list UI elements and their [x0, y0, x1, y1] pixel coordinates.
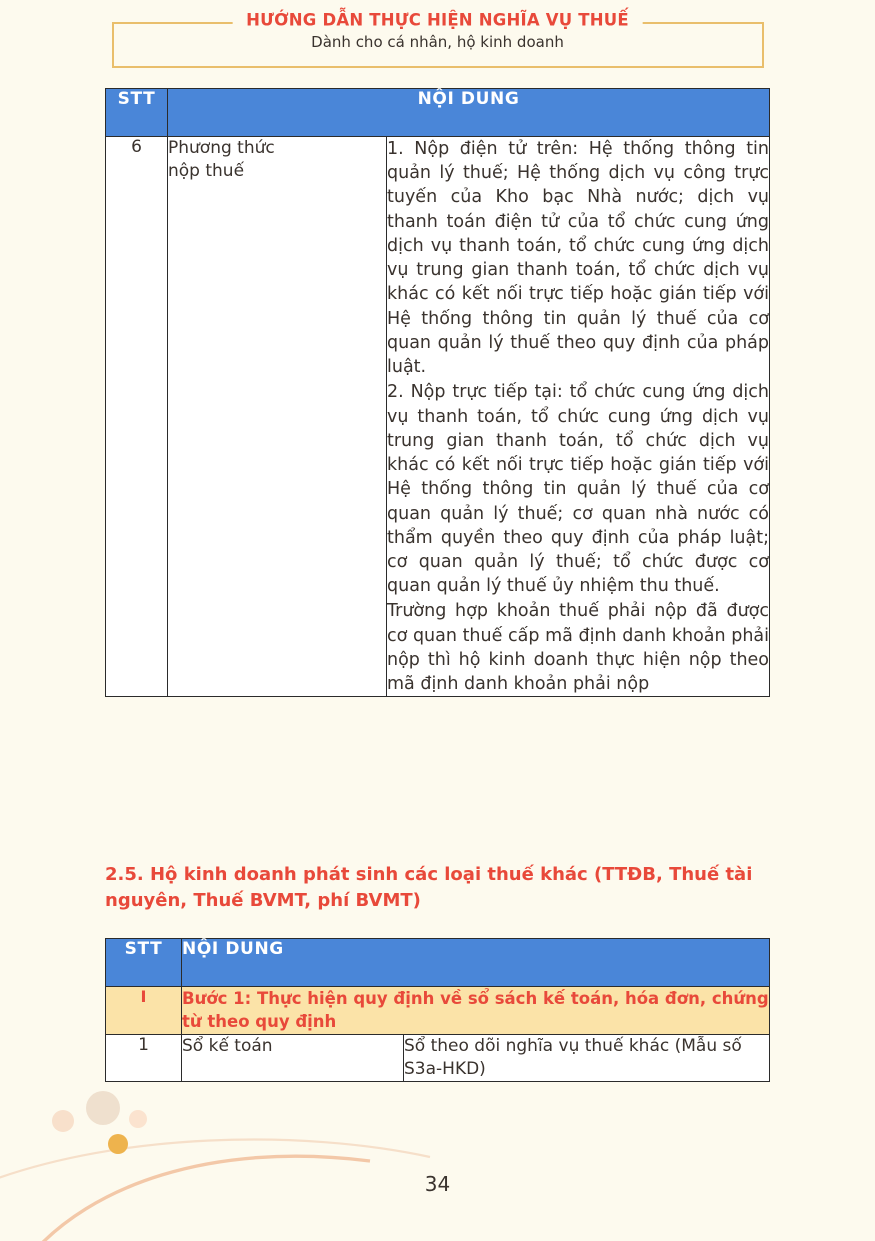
column-header-stt: STT	[106, 939, 182, 987]
content-paragraph-1: 1. Nộp điện tử trên: Hệ thống thông tin quản lý thuế; Hệ thống dịch vụ công trực tuyến của Kho bạc Nhà nước; dịch vụ thanh toán điện tử của tổ chức cung ứng dịch vụ thanh toán, tổ chức cung ứng dịch vụ trung gian thanh toán, tổ chức dịch vụ khác có kết nối trực tiếp hoặc gián tiếp với Hệ thống thông tin quản lý thuế của cơ quan quản lý thuế theo quy định của pháp luật.	[387, 139, 770, 378]
row-label-line2: nộp thuế	[168, 160, 245, 181]
row-label: Sổ kế toán	[182, 1034, 404, 1081]
step-text: Bước 1: Thực hiện quy định về sổ sách kế toán, hóa đơn, chứng từ theo quy định	[182, 987, 770, 1035]
page-subtitle: Dành cho cá nhân, hộ kinh doanh	[311, 33, 564, 51]
decor-dot-accent	[108, 1134, 128, 1154]
table-row	[106, 1034, 770, 1081]
decor-curve-bold	[30, 1156, 370, 1241]
decor-dot-small	[129, 1110, 147, 1128]
decor-dot-large	[86, 1091, 120, 1125]
row-stt: 6	[106, 137, 168, 697]
row-content: Sổ theo dõi nghĩa vụ thuế khác (Mẫu số S3a-HKD)	[404, 1034, 770, 1081]
content-paragraph-3: Trường hợp khoản thuế phải nộp đã được cơ quan thuế cấp mã định danh khoản phải nộp thì hộ kinh doanh thực hiện nộp theo mã định danh khoản phải nộp	[387, 601, 770, 695]
column-header-noidung: NỘI DUNG	[182, 939, 770, 987]
table-header-row	[106, 89, 770, 137]
table-other-taxes	[105, 938, 770, 1082]
table-row-step	[106, 987, 770, 1035]
table-payment-method	[105, 88, 770, 697]
decorative-corner-graphic	[0, 1081, 520, 1241]
row-label-line1: Phương thức	[168, 138, 275, 158]
section-heading: 2.5. Hộ kinh doanh phát sinh các loại thuế khác (TTĐB, Thuế tài nguyên, Thuế BVMT, phí BVMT)	[105, 864, 753, 911]
page-title: HƯỚNG DẪN THỰC HIỆN NGHĨA VỤ THUẾ	[232, 11, 643, 30]
content-paragraph-2: 2. Nộp trực tiếp tại: tổ chức cung ứng dịch vụ thanh toán, tổ chức cung ứng dịch vụ trung gian thanh toán, tổ chức dịch vụ khác có kết nối trực tiếp hoặc gián tiếp với Hệ thống thông tin quản lý thuế của cơ quan quản lý thuế; cơ quan nhà nước có thẩm quyền theo quy định của pháp luật; cơ quan quản lý thuế; tổ chức được cơ quan quản lý thuế ủy nhiệm thu thuế.	[387, 382, 770, 597]
column-header-stt: STT	[106, 89, 168, 137]
row-content	[387, 137, 770, 697]
row-stt: 1	[106, 1034, 182, 1081]
table-row	[106, 137, 770, 697]
decor-dot-medium	[52, 1110, 74, 1132]
row-label	[168, 137, 387, 697]
page-number: 34	[424, 1172, 451, 1196]
column-header-noidung: NỘI DUNG	[168, 89, 770, 137]
step-stt: I	[106, 987, 182, 1035]
table-header-row	[106, 939, 770, 987]
